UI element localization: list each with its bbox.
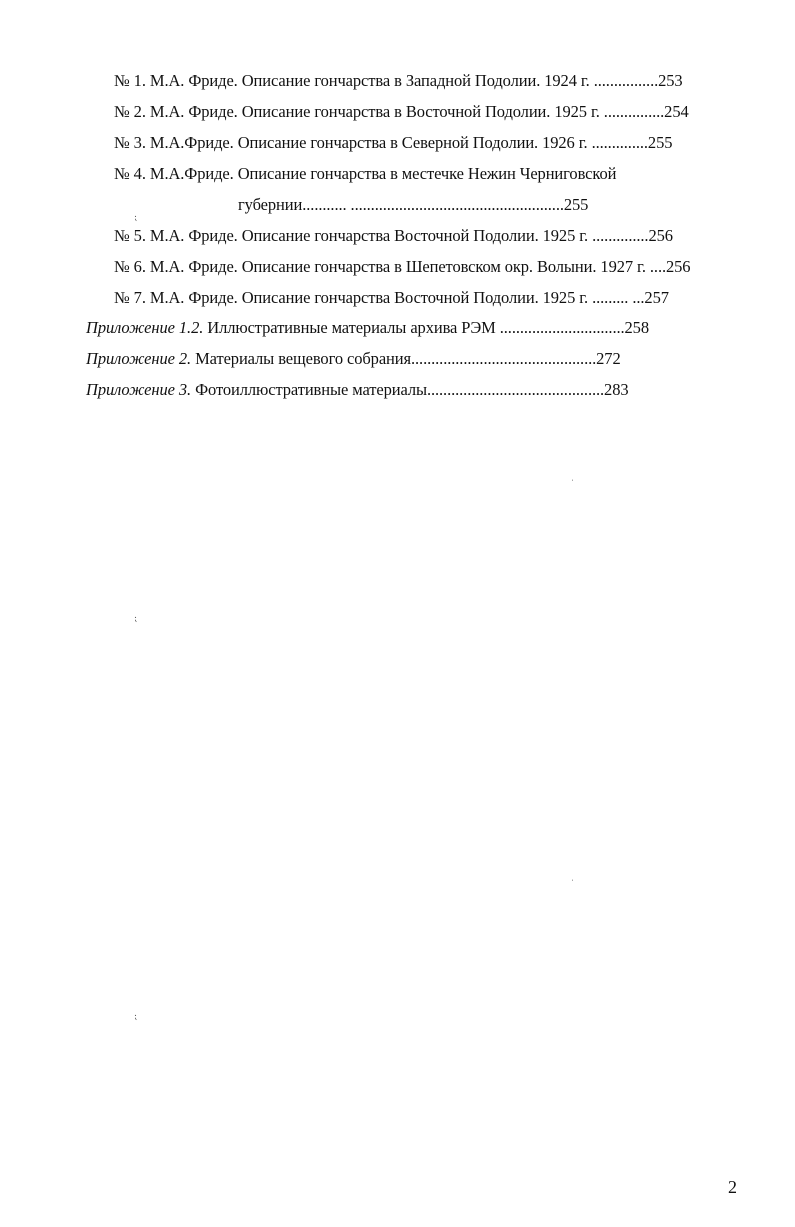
appendix-label: Приложение 1.2. — [86, 318, 204, 337]
toc-appendix-1-2: Приложение 1.2. Иллюстративные материалы архива РЭМ ...............................258 — [86, 318, 649, 337]
toc-entry-1: № 1. М.А. Фриде. Описание гончарства в Западной Подолии. 1924 г. ................253 — [114, 71, 683, 90]
scan-speck: ⁏ — [134, 613, 138, 623]
toc-entry-5: № 5. М.А. Фриде. Описание гончарства Восточной Подолии. 1925 г. ..............256 — [114, 226, 673, 245]
scan-speck: ˈ — [571, 878, 574, 888]
toc-appendix-2: Приложение 2. Материалы вещевого собрания..............................................272 — [86, 349, 621, 368]
toc-entry-6: № 6. М.А. Фриде. Описание гончарства в Шепетовском окр. Волыни. 1927 г. ....256 — [114, 257, 691, 276]
toc-entry-4-continuation: губернии........... .....................................................255 — [238, 195, 589, 214]
scan-speck: ⁏ — [134, 212, 138, 222]
toc-entry-7: № 7. М.А. Фриде. Описание гончарства Восточной Подолии. 1925 г. ......... ...257 — [114, 288, 669, 307]
toc-entry-4: № 4. М.А.Фриде. Описание гончарства в местечке Нежин Черниговской — [114, 164, 617, 183]
appendix-label: Приложение 3. — [86, 380, 192, 399]
toc-appendix-3: Приложение 3. Фотоиллюстративные материалы............................................283 — [86, 380, 629, 399]
toc-entry-3: № 3. М.А.Фриде. Описание гончарства в Северной Подолии. 1926 г. ..............255 — [114, 133, 673, 152]
page-number: 2 — [728, 1177, 737, 1197]
scan-speck: ˈ — [571, 478, 574, 488]
appendix-label: Приложение 2. — [86, 349, 192, 368]
toc-entry-2: № 2. М.А. Фриде. Описание гончарства в Восточной Подолии. 1925 г. ...............254 — [114, 102, 689, 121]
scan-speck: ⁏ — [134, 1011, 138, 1021]
